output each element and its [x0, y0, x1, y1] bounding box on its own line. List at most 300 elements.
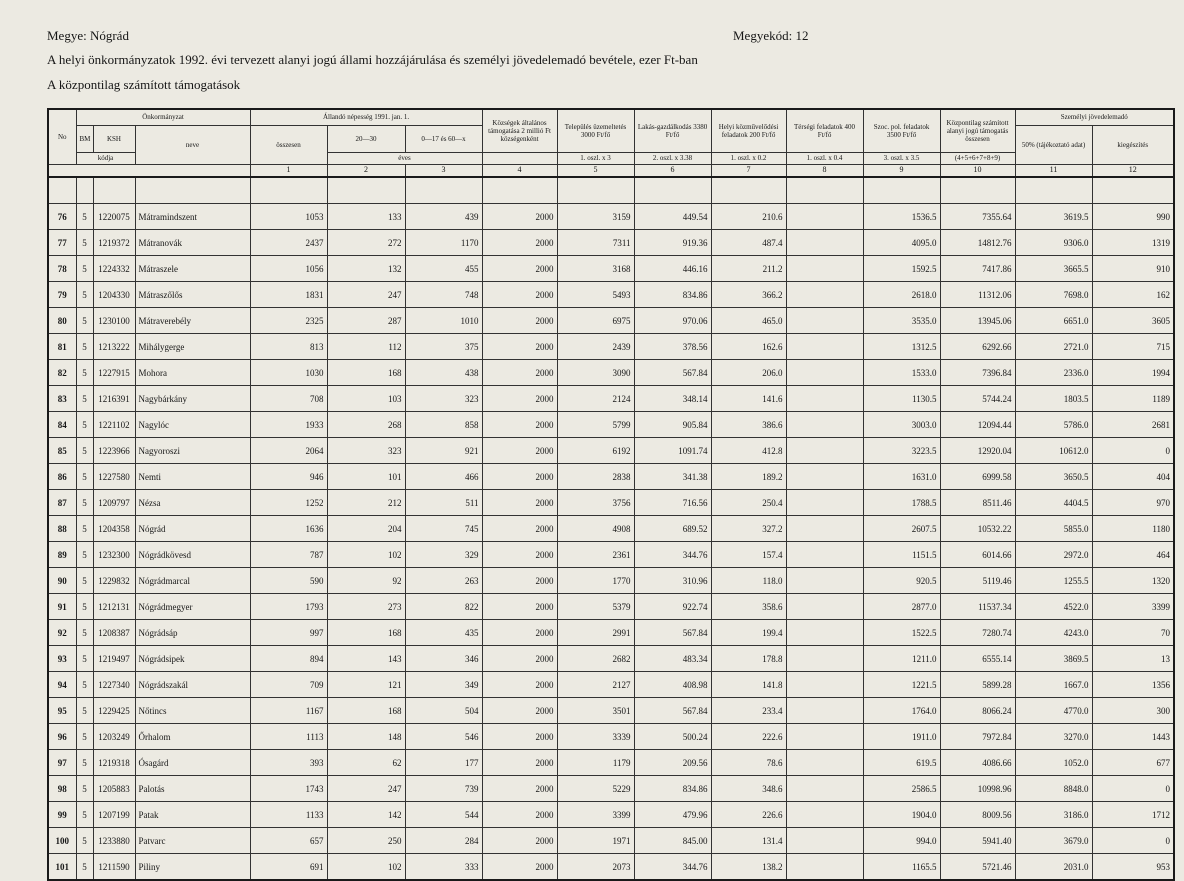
colnum-4: 4 — [482, 164, 557, 177]
regional-tasks-cell — [786, 750, 863, 776]
housing-management-cell: 446.16 — [634, 256, 711, 282]
population-total-cell: 1133 — [250, 802, 327, 828]
culture-tasks-cell: 358.6 — [711, 594, 786, 620]
village-support-cell: 2000 — [482, 776, 557, 802]
central-total-cell: 5119.46 — [940, 568, 1015, 594]
population-0-17-60x-cell: 439 — [405, 204, 482, 230]
bm-code-cell: 5 — [76, 438, 93, 464]
bm-code-cell: 5 — [76, 204, 93, 230]
table-row — [48, 334, 1174, 360]
row-number-cell: 96 — [48, 724, 76, 750]
culture-tasks-cell: 138.2 — [711, 854, 786, 881]
population-0-17-60x-cell: 349 — [405, 672, 482, 698]
regional-tasks-cell — [786, 594, 863, 620]
municipality-name-cell: Mohora — [135, 360, 250, 386]
supplement-cell: 1356 — [1092, 672, 1174, 698]
social-policy-cell: 1592.5 — [863, 256, 940, 282]
housing-management-cell: 348.14 — [634, 386, 711, 412]
population-20-30-cell: 247 — [327, 282, 405, 308]
central-total-cell: 12920.04 — [940, 438, 1015, 464]
central-total-cell: 5899.28 — [940, 672, 1015, 698]
supplement-cell: 2681 — [1092, 412, 1174, 438]
subsidy-table — [47, 108, 1175, 881]
municipality-name-cell: Nagybárkány — [135, 386, 250, 412]
col-bm: BM — [76, 125, 93, 152]
central-total-cell: 7396.84 — [940, 360, 1015, 386]
population-total-cell: 708 — [250, 386, 327, 412]
culture-tasks-cell: 487.4 — [711, 230, 786, 256]
table-row — [48, 594, 1174, 620]
village-support-cell: 2000 — [482, 646, 557, 672]
ksh-code-cell: 1223966 — [93, 438, 135, 464]
income-tax-50-cell: 3665.5 — [1015, 256, 1092, 282]
population-0-17-60x-cell: 435 — [405, 620, 482, 646]
supplement-cell: 1712 — [1092, 802, 1174, 828]
municipality-name-cell: Nagyoroszi — [135, 438, 250, 464]
colnum-10: 10 — [940, 164, 1015, 177]
regional-tasks-cell — [786, 646, 863, 672]
population-total-cell: 590 — [250, 568, 327, 594]
central-total-cell: 7972.84 — [940, 724, 1015, 750]
housing-management-cell: 449.54 — [634, 204, 711, 230]
bm-code-cell: 5 — [76, 776, 93, 802]
population-20-30-cell: 101 — [327, 464, 405, 490]
housing-management-cell: 716.56 — [634, 490, 711, 516]
regional-tasks-cell — [786, 360, 863, 386]
village-support-cell: 2000 — [482, 542, 557, 568]
colnum-1: 1 — [250, 164, 327, 177]
bm-code-cell: 5 — [76, 542, 93, 568]
regional-tasks-cell — [786, 542, 863, 568]
population-0-17-60x-cell: 1010 — [405, 308, 482, 334]
social-policy-cell: 3003.0 — [863, 412, 940, 438]
settlement-operation-cell: 2991 — [557, 620, 634, 646]
central-total-cell: 6999.58 — [940, 464, 1015, 490]
population-total-cell: 1167 — [250, 698, 327, 724]
col-kozmuv: Helyi közművelődési feladatok 200 Ft/fő — [711, 109, 786, 152]
central-total-cell: 5744.24 — [940, 386, 1015, 412]
bm-code-cell: 5 — [76, 620, 93, 646]
income-tax-50-cell: 5786.0 — [1015, 412, 1092, 438]
settlement-operation-cell: 6975 — [557, 308, 634, 334]
population-total-cell: 1793 — [250, 594, 327, 620]
culture-tasks-cell: 178.8 — [711, 646, 786, 672]
central-total-cell: 8009.56 — [940, 802, 1015, 828]
bm-code-cell: 5 — [76, 490, 93, 516]
culture-tasks-cell: 131.4 — [711, 828, 786, 854]
population-total-cell: 946 — [250, 464, 327, 490]
bm-code-cell: 5 — [76, 724, 93, 750]
row-number-cell: 101 — [48, 854, 76, 881]
culture-tasks-cell: 412.8 — [711, 438, 786, 464]
formula-szoc: 3. oszl. x 3.5 — [863, 152, 940, 164]
municipality-name-cell: Nógrádmarcal — [135, 568, 250, 594]
ksh-code-cell: 1204330 — [93, 282, 135, 308]
settlement-operation-cell: 3090 — [557, 360, 634, 386]
supplement-cell: 13 — [1092, 646, 1174, 672]
county-code-label: Megyekód: 12 — [733, 28, 809, 43]
social-policy-cell: 1631.0 — [863, 464, 940, 490]
table-body — [48, 177, 1174, 880]
settlement-operation-cell: 7311 — [557, 230, 634, 256]
colnum-8: 8 — [786, 164, 863, 177]
culture-tasks-cell: 141.6 — [711, 386, 786, 412]
population-0-17-60x-cell: 745 — [405, 516, 482, 542]
bm-code-cell: 5 — [76, 568, 93, 594]
supplement-cell: 1443 — [1092, 724, 1174, 750]
bm-code-cell: 5 — [76, 802, 93, 828]
housing-management-cell: 378.56 — [634, 334, 711, 360]
population-20-30-cell: 142 — [327, 802, 405, 828]
bm-code-cell: 5 — [76, 750, 93, 776]
regional-tasks-cell — [786, 802, 863, 828]
culture-tasks-cell: 206.0 — [711, 360, 786, 386]
supplement-cell: 1320 — [1092, 568, 1174, 594]
bm-code-cell: 5 — [76, 516, 93, 542]
housing-management-cell: 970.06 — [634, 308, 711, 334]
central-total-cell: 11312.06 — [940, 282, 1015, 308]
col-kozsegek: Községek általános támogatása 2 millió Ft községenként — [482, 109, 557, 152]
settlement-operation-cell: 2073 — [557, 854, 634, 881]
bm-code-cell: 5 — [76, 464, 93, 490]
population-0-17-60x-cell: 1170 — [405, 230, 482, 256]
population-20-30-cell: 250 — [327, 828, 405, 854]
culture-tasks-cell: 141.8 — [711, 672, 786, 698]
regional-tasks-cell — [786, 256, 863, 282]
municipality-name-cell: Nagylóc — [135, 412, 250, 438]
ksh-code-cell: 1229425 — [93, 698, 135, 724]
ksh-code-cell: 1227915 — [93, 360, 135, 386]
row-number-cell: 82 — [48, 360, 76, 386]
ksh-code-cell: 1230100 — [93, 308, 135, 334]
row-number-cell: 93 — [48, 646, 76, 672]
table-row — [48, 672, 1174, 698]
social-policy-cell: 1536.5 — [863, 204, 940, 230]
settlement-operation-cell: 2127 — [557, 672, 634, 698]
formula-kozmuv: 1. oszl. x 0.2 — [711, 152, 786, 164]
population-total-cell: 1636 — [250, 516, 327, 542]
col-kozpont: Központilag számított alanyi jogú támogatás összesen — [940, 109, 1015, 152]
settlement-operation-cell: 2838 — [557, 464, 634, 490]
bm-code-cell: 5 — [76, 360, 93, 386]
colnum-2: 2 — [327, 164, 405, 177]
colnum-7: 7 — [711, 164, 786, 177]
table-row — [48, 568, 1174, 594]
table-row — [48, 620, 1174, 646]
ksh-code-cell: 1208387 — [93, 620, 135, 646]
settlement-operation-cell: 2124 — [557, 386, 634, 412]
village-support-cell: 2000 — [482, 724, 557, 750]
culture-tasks-cell: 348.6 — [711, 776, 786, 802]
table-row — [48, 776, 1174, 802]
settlement-operation-cell: 3399 — [557, 802, 634, 828]
regional-tasks-cell — [786, 334, 863, 360]
population-0-17-60x-cell: 544 — [405, 802, 482, 828]
social-policy-cell: 2877.0 — [863, 594, 940, 620]
table-row — [48, 282, 1174, 308]
population-total-cell: 813 — [250, 334, 327, 360]
culture-tasks-cell: 189.2 — [711, 464, 786, 490]
row-number-cell: 91 — [48, 594, 76, 620]
population-20-30-cell: 204 — [327, 516, 405, 542]
colnum-11: 11 — [1015, 164, 1092, 177]
bm-code-cell: 5 — [76, 334, 93, 360]
municipality-name-cell: Palotás — [135, 776, 250, 802]
table-row — [48, 360, 1174, 386]
population-20-30-cell: 273 — [327, 594, 405, 620]
row-number-cell: 89 — [48, 542, 76, 568]
income-tax-50-cell: 5855.0 — [1015, 516, 1092, 542]
row-number-cell: 99 — [48, 802, 76, 828]
supplement-cell: 970 — [1092, 490, 1174, 516]
housing-management-cell: 344.76 — [634, 854, 711, 881]
central-total-cell: 14812.76 — [940, 230, 1015, 256]
bm-code-cell: 5 — [76, 256, 93, 282]
village-support-cell: 2000 — [482, 334, 557, 360]
regional-tasks-cell — [786, 568, 863, 594]
population-total-cell: 2064 — [250, 438, 327, 464]
municipality-name-cell: Mátranovák — [135, 230, 250, 256]
regional-tasks-cell — [786, 698, 863, 724]
village-support-cell: 2000 — [482, 308, 557, 334]
population-total-cell: 691 — [250, 854, 327, 881]
culture-tasks-cell: 162.6 — [711, 334, 786, 360]
social-policy-cell: 2618.0 — [863, 282, 940, 308]
housing-management-cell: 919.36 — [634, 230, 711, 256]
population-total-cell: 657 — [250, 828, 327, 854]
village-support-cell: 2000 — [482, 802, 557, 828]
income-tax-50-cell: 3619.5 — [1015, 204, 1092, 230]
municipality-name-cell: Ósagárd — [135, 750, 250, 776]
col-age-20-30: 20—30 — [327, 125, 405, 152]
regional-tasks-cell — [786, 412, 863, 438]
housing-management-cell: 922.74 — [634, 594, 711, 620]
population-20-30-cell: 168 — [327, 620, 405, 646]
ksh-code-cell: 1227580 — [93, 464, 135, 490]
village-support-cell: 2000 — [482, 438, 557, 464]
settlement-operation-cell: 2439 — [557, 334, 634, 360]
housing-management-cell: 408.98 — [634, 672, 711, 698]
row-number-cell: 94 — [48, 672, 76, 698]
central-total-cell: 6292.66 — [940, 334, 1015, 360]
culture-tasks-cell: 210.6 — [711, 204, 786, 230]
population-20-30-cell: 143 — [327, 646, 405, 672]
colnum-5: 5 — [557, 164, 634, 177]
village-support-cell: 2000 — [482, 204, 557, 230]
population-20-30-cell: 268 — [327, 412, 405, 438]
population-total-cell: 2437 — [250, 230, 327, 256]
page-subtitle: A központilag számított támogatások — [47, 77, 241, 92]
supplement-cell: 162 — [1092, 282, 1174, 308]
central-total-cell: 10998.96 — [940, 776, 1015, 802]
housing-management-cell: 341.38 — [634, 464, 711, 490]
population-20-30-cell: 323 — [327, 438, 405, 464]
central-total-cell: 12094.44 — [940, 412, 1015, 438]
population-20-30-cell: 133 — [327, 204, 405, 230]
municipality-name-cell: Mátramindszent — [135, 204, 250, 230]
population-0-17-60x-cell: 329 — [405, 542, 482, 568]
social-policy-cell: 1904.0 — [863, 802, 940, 828]
village-support-cell: 2000 — [482, 230, 557, 256]
income-tax-50-cell: 3186.0 — [1015, 802, 1092, 828]
ksh-code-cell: 1219318 — [93, 750, 135, 776]
income-tax-50-cell: 4522.0 — [1015, 594, 1092, 620]
regional-tasks-cell — [786, 490, 863, 516]
table-row — [48, 308, 1174, 334]
regional-tasks-cell — [786, 620, 863, 646]
village-support-cell: 2000 — [482, 828, 557, 854]
population-20-30-cell: 103 — [327, 386, 405, 412]
population-20-30-cell: 102 — [327, 854, 405, 881]
table-row — [48, 542, 1174, 568]
table-row — [48, 386, 1174, 412]
municipality-name-cell: Mátraszőlős — [135, 282, 250, 308]
population-0-17-60x-cell: 921 — [405, 438, 482, 464]
municipality-name-cell: Nógrád — [135, 516, 250, 542]
population-total-cell: 1030 — [250, 360, 327, 386]
population-0-17-60x-cell: 455 — [405, 256, 482, 282]
header-spacer — [48, 177, 1174, 204]
income-tax-50-cell: 7698.0 — [1015, 282, 1092, 308]
table-row — [48, 516, 1174, 542]
housing-management-cell: 209.56 — [634, 750, 711, 776]
income-tax-50-cell: 3270.0 — [1015, 724, 1092, 750]
col-nepesseg: Állandó népesség 1991. jan. 1. — [250, 109, 482, 125]
row-number-cell: 100 — [48, 828, 76, 854]
income-tax-50-cell: 3869.5 — [1015, 646, 1092, 672]
supplement-cell: 464 — [1092, 542, 1174, 568]
ksh-code-cell: 1227340 — [93, 672, 135, 698]
regional-tasks-cell — [786, 308, 863, 334]
social-policy-cell: 1764.0 — [863, 698, 940, 724]
row-number-cell: 83 — [48, 386, 76, 412]
population-20-30-cell: 168 — [327, 360, 405, 386]
housing-management-cell: 567.84 — [634, 698, 711, 724]
village-support-cell: 2000 — [482, 672, 557, 698]
central-total-cell: 7280.74 — [940, 620, 1015, 646]
col-kodja: kódja — [76, 152, 135, 164]
row-number-cell: 97 — [48, 750, 76, 776]
settlement-operation-cell: 2682 — [557, 646, 634, 672]
supplement-cell: 677 — [1092, 750, 1174, 776]
population-total-cell: 1743 — [250, 776, 327, 802]
village-support-cell: 2000 — [482, 256, 557, 282]
table-row — [48, 750, 1174, 776]
settlement-operation-cell: 3339 — [557, 724, 634, 750]
bm-code-cell: 5 — [76, 672, 93, 698]
population-0-17-60x-cell: 822 — [405, 594, 482, 620]
settlement-operation-cell: 5493 — [557, 282, 634, 308]
village-support-cell: 2000 — [482, 516, 557, 542]
bm-code-cell: 5 — [76, 282, 93, 308]
row-number-cell: 76 — [48, 204, 76, 230]
regional-tasks-cell — [786, 776, 863, 802]
supplement-cell: 1319 — [1092, 230, 1174, 256]
housing-management-cell: 567.84 — [634, 620, 711, 646]
formula-kozpont: (4+5+6+7+8+9) — [940, 152, 1015, 164]
social-policy-cell: 3223.5 — [863, 438, 940, 464]
central-total-cell: 4086.66 — [940, 750, 1015, 776]
supplement-cell: 910 — [1092, 256, 1174, 282]
settlement-operation-cell: 3159 — [557, 204, 634, 230]
social-policy-cell: 4095.0 — [863, 230, 940, 256]
ksh-code-cell: 1220075 — [93, 204, 135, 230]
settlement-operation-cell: 3756 — [557, 490, 634, 516]
municipality-name-cell: Nemti — [135, 464, 250, 490]
municipality-name-cell: Nógrádszakál — [135, 672, 250, 698]
social-policy-cell: 920.5 — [863, 568, 940, 594]
social-policy-cell: 1312.5 — [863, 334, 940, 360]
social-policy-cell: 2586.5 — [863, 776, 940, 802]
culture-tasks-cell: 78.6 — [711, 750, 786, 776]
central-total-cell: 11537.34 — [940, 594, 1015, 620]
central-total-cell: 7417.86 — [940, 256, 1015, 282]
population-total-cell: 787 — [250, 542, 327, 568]
regional-tasks-cell — [786, 230, 863, 256]
supplement-cell: 404 — [1092, 464, 1174, 490]
social-policy-cell: 1533.0 — [863, 360, 940, 386]
supplement-cell: 1180 — [1092, 516, 1174, 542]
housing-management-cell: 834.86 — [634, 776, 711, 802]
regional-tasks-cell — [786, 672, 863, 698]
central-total-cell: 5721.46 — [940, 854, 1015, 881]
row-number-cell: 87 — [48, 490, 76, 516]
ksh-code-cell: 1207199 — [93, 802, 135, 828]
culture-tasks-cell: 199.4 — [711, 620, 786, 646]
housing-management-cell: 1091.74 — [634, 438, 711, 464]
village-support-cell: 2000 — [482, 594, 557, 620]
settlement-operation-cell: 3168 — [557, 256, 634, 282]
income-tax-50-cell: 3650.5 — [1015, 464, 1092, 490]
col-szja: Személyi jövedelemadó — [1015, 109, 1174, 125]
supplement-cell: 0 — [1092, 438, 1174, 464]
population-total-cell: 997 — [250, 620, 327, 646]
regional-tasks-cell — [786, 464, 863, 490]
table-row — [48, 412, 1174, 438]
social-policy-cell: 1911.0 — [863, 724, 940, 750]
table-row — [48, 646, 1174, 672]
supplement-cell: 1994 — [1092, 360, 1174, 386]
settlement-operation-cell: 1971 — [557, 828, 634, 854]
culture-tasks-cell: 465.0 — [711, 308, 786, 334]
ksh-code-cell: 1219372 — [93, 230, 135, 256]
central-total-cell: 5941.40 — [940, 828, 1015, 854]
social-policy-cell: 1165.5 — [863, 854, 940, 881]
table-row — [48, 256, 1174, 282]
municipality-name-cell: Patvarc — [135, 828, 250, 854]
col-eves: éves — [327, 152, 482, 164]
municipality-name-cell: Nőtincs — [135, 698, 250, 724]
population-0-17-60x-cell: 748 — [405, 282, 482, 308]
regional-tasks-cell — [786, 282, 863, 308]
bm-code-cell: 5 — [76, 308, 93, 334]
regional-tasks-cell — [786, 516, 863, 542]
social-policy-cell: 994.0 — [863, 828, 940, 854]
settlement-operation-cell: 3501 — [557, 698, 634, 724]
table-row — [48, 464, 1174, 490]
culture-tasks-cell: 386.6 — [711, 412, 786, 438]
table-row — [48, 490, 1174, 516]
colnum-12: 12 — [1092, 164, 1174, 177]
municipality-name-cell: Nógrádsáp — [135, 620, 250, 646]
regional-tasks-cell — [786, 724, 863, 750]
income-tax-50-cell: 1803.5 — [1015, 386, 1092, 412]
bm-code-cell: 5 — [76, 594, 93, 620]
supplement-cell: 70 — [1092, 620, 1174, 646]
population-20-30-cell: 112 — [327, 334, 405, 360]
income-tax-50-cell: 1052.0 — [1015, 750, 1092, 776]
formula-tersegi: 1. oszl. x 0.4 — [786, 152, 863, 164]
